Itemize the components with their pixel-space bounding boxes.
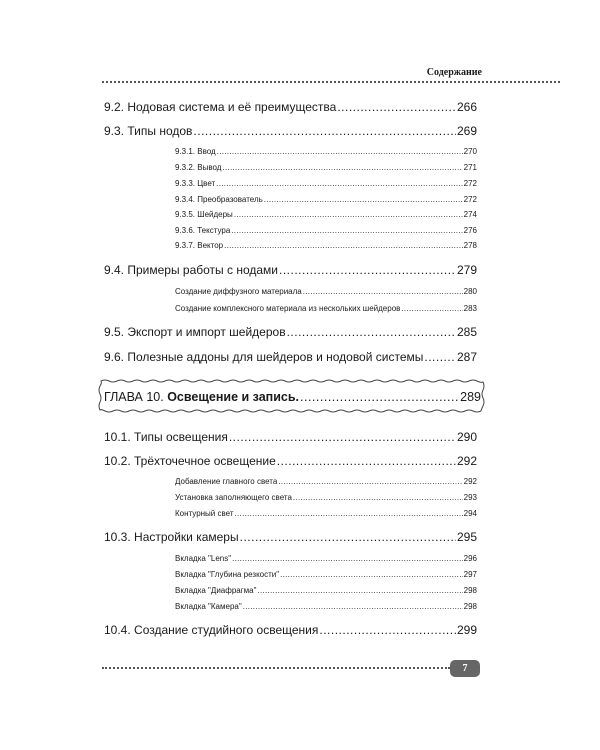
toc-entry-9-4[interactable] xyxy=(104,263,477,279)
toc-subentry-page: 292 xyxy=(463,477,477,486)
toc-subentry-title: Установка заполняющего света xyxy=(175,493,292,502)
dot-leader xyxy=(231,226,462,235)
toc-subentry-page: 272 xyxy=(463,179,477,188)
toc-subentry-title: 9.3.7. Вектор xyxy=(175,241,224,250)
toc-subentry[interactable] xyxy=(175,304,477,315)
toc-subentry[interactable] xyxy=(175,195,477,206)
toc-subentry-page: 294 xyxy=(463,509,477,518)
toc-subentry-title: Вкладка "Диафрагма" xyxy=(175,586,257,595)
toc-entry-title: 9.4. Примеры работы с нодами xyxy=(104,263,278,277)
toc-entry-page: 299 xyxy=(456,623,477,637)
chapter-title: Освещение и запись. xyxy=(167,390,300,404)
toc-subentry-page: 278 xyxy=(463,241,477,250)
dot-leader xyxy=(337,100,456,114)
dot-leader xyxy=(257,586,462,595)
toc-subentry[interactable] xyxy=(175,147,477,158)
toc-subentry[interactable] xyxy=(175,226,477,237)
toc-entry-page: 279 xyxy=(456,263,477,277)
toc-entry-9-6[interactable] xyxy=(104,350,477,366)
page-number-badge: 7 xyxy=(450,660,480,677)
toc-subentry[interactable] xyxy=(175,241,477,252)
chapter-page: 289 xyxy=(460,390,481,404)
toc-entry-title: 9.6. Полезные аддоны для шейдеров и нодовой системы xyxy=(104,350,424,364)
toc-subentry[interactable] xyxy=(175,477,477,488)
toc-subentry[interactable] xyxy=(175,287,477,298)
toc-entry-page: 295 xyxy=(456,530,477,544)
dot-leader xyxy=(287,325,456,339)
dot-leader xyxy=(300,390,459,404)
dot-leader xyxy=(303,287,463,296)
toc-entry-page: 290 xyxy=(456,430,477,444)
dot-leader xyxy=(401,304,462,313)
toc-entry-10-3[interactable] xyxy=(104,530,477,546)
toc-subentry[interactable] xyxy=(175,509,477,520)
dot-leader xyxy=(216,179,462,188)
toc-entry-10-2[interactable] xyxy=(104,454,477,470)
toc-subentry-title: 9.3.5. Шейдеры xyxy=(175,210,233,219)
toc-subentry-title: 9.3.6. Текстура xyxy=(175,226,231,235)
toc-subentry-page: 271 xyxy=(463,163,477,172)
dot-leader xyxy=(278,477,462,486)
toc-subentry-page: 270 xyxy=(463,147,477,156)
toc-subentry-page: 274 xyxy=(463,210,477,219)
toc-subentry-page: 297 xyxy=(463,570,477,579)
toc-entry-9-2[interactable] xyxy=(104,100,477,116)
footer-divider xyxy=(102,667,450,669)
dot-leader xyxy=(280,570,463,579)
dot-leader xyxy=(243,602,463,611)
header-divider xyxy=(102,81,560,83)
toc-subentry-title: 9.3.3. Цвет xyxy=(175,179,216,188)
dot-leader xyxy=(193,124,456,138)
toc-subentry[interactable] xyxy=(175,586,477,597)
toc-subentry-title: Вкладка "Lens" xyxy=(175,554,232,563)
toc-entry-10-4[interactable] xyxy=(104,623,477,639)
toc-entry-title: 9.2. Нодовая система и её преимущества xyxy=(104,100,337,114)
toc-subentry[interactable] xyxy=(175,163,477,174)
dot-leader xyxy=(235,509,463,518)
toc-entry-page: 287 xyxy=(456,350,477,364)
toc-subentry-title: Создание диффузного материала xyxy=(175,287,302,296)
toc-subentry-page: 298 xyxy=(463,586,477,595)
running-header: Содержание xyxy=(426,67,482,78)
dot-leader xyxy=(264,195,463,204)
toc-subentry-title: Создание комплексного материала из нескольких шейдеров xyxy=(175,304,401,313)
toc-subentry-page: 272 xyxy=(463,195,477,204)
toc-subentry-page: 276 xyxy=(463,226,477,235)
toc-subentry-page: 293 xyxy=(463,493,477,502)
toc-entry-10-1[interactable] xyxy=(104,430,477,446)
dot-leader xyxy=(234,210,463,219)
dot-leader xyxy=(232,554,463,563)
toc-entry-title: 10.1. Типы освещения xyxy=(104,430,228,444)
toc-chapter-10[interactable] xyxy=(104,390,481,406)
toc-subentry-title: Контурный свет xyxy=(175,509,234,518)
dot-leader xyxy=(293,493,463,502)
dot-leader xyxy=(319,623,456,637)
toc-subentry-title: Добавление главного света xyxy=(175,477,278,486)
chapter-label: ГЛАВА 10. xyxy=(104,390,164,404)
toc-entry-title: 10.2. Трёхточечное освещение xyxy=(104,454,276,468)
dot-leader xyxy=(224,241,463,250)
toc-subentry-title: 9.3.4. Преобразователь xyxy=(175,195,263,204)
toc-entry-page: 266 xyxy=(456,100,477,114)
toc-entry-title: 10.4. Создание студийного освещения xyxy=(104,623,319,637)
dot-leader xyxy=(277,454,456,468)
toc-entry-page: 285 xyxy=(456,325,477,339)
toc-entry-9-3[interactable] xyxy=(104,124,477,140)
toc-subentry[interactable] xyxy=(175,570,477,581)
toc-subentry-page: 280 xyxy=(463,287,477,296)
toc-entry-9-5[interactable] xyxy=(104,325,477,341)
toc-subentry[interactable] xyxy=(175,210,477,221)
dot-leader xyxy=(222,163,462,172)
toc-subentry-title: 9.3.2. Вывод xyxy=(175,163,222,172)
toc-entry-page: 292 xyxy=(456,454,477,468)
toc-subentry[interactable] xyxy=(175,602,477,613)
toc-subentry-page: 283 xyxy=(463,304,477,313)
toc-entry-page: 269 xyxy=(456,124,477,138)
toc-subentry[interactable] xyxy=(175,493,477,504)
dot-leader xyxy=(279,263,456,277)
dot-leader xyxy=(229,430,456,444)
toc-subentry[interactable] xyxy=(175,179,477,190)
toc-subentry-title: 9.3.1. Ввод xyxy=(175,147,216,156)
dot-leader xyxy=(424,350,456,364)
toc-subentry[interactable] xyxy=(175,554,477,565)
toc-subentry-title: Вкладка "Глубина резкости" xyxy=(175,570,280,579)
dot-leader xyxy=(240,530,456,544)
toc-subentry-page: 298 xyxy=(463,602,477,611)
toc-entry-title: 9.5. Экспорт и импорт шейдеров xyxy=(104,325,286,339)
dot-leader xyxy=(217,147,463,156)
toc-subentry-title: Вкладка "Камера" xyxy=(175,602,242,611)
toc-subentry-page: 296 xyxy=(463,554,477,563)
toc-entry-title: 10.3. Настройки камеры xyxy=(104,530,239,544)
toc-entry-title: 9.3. Типы нодов xyxy=(104,124,193,138)
